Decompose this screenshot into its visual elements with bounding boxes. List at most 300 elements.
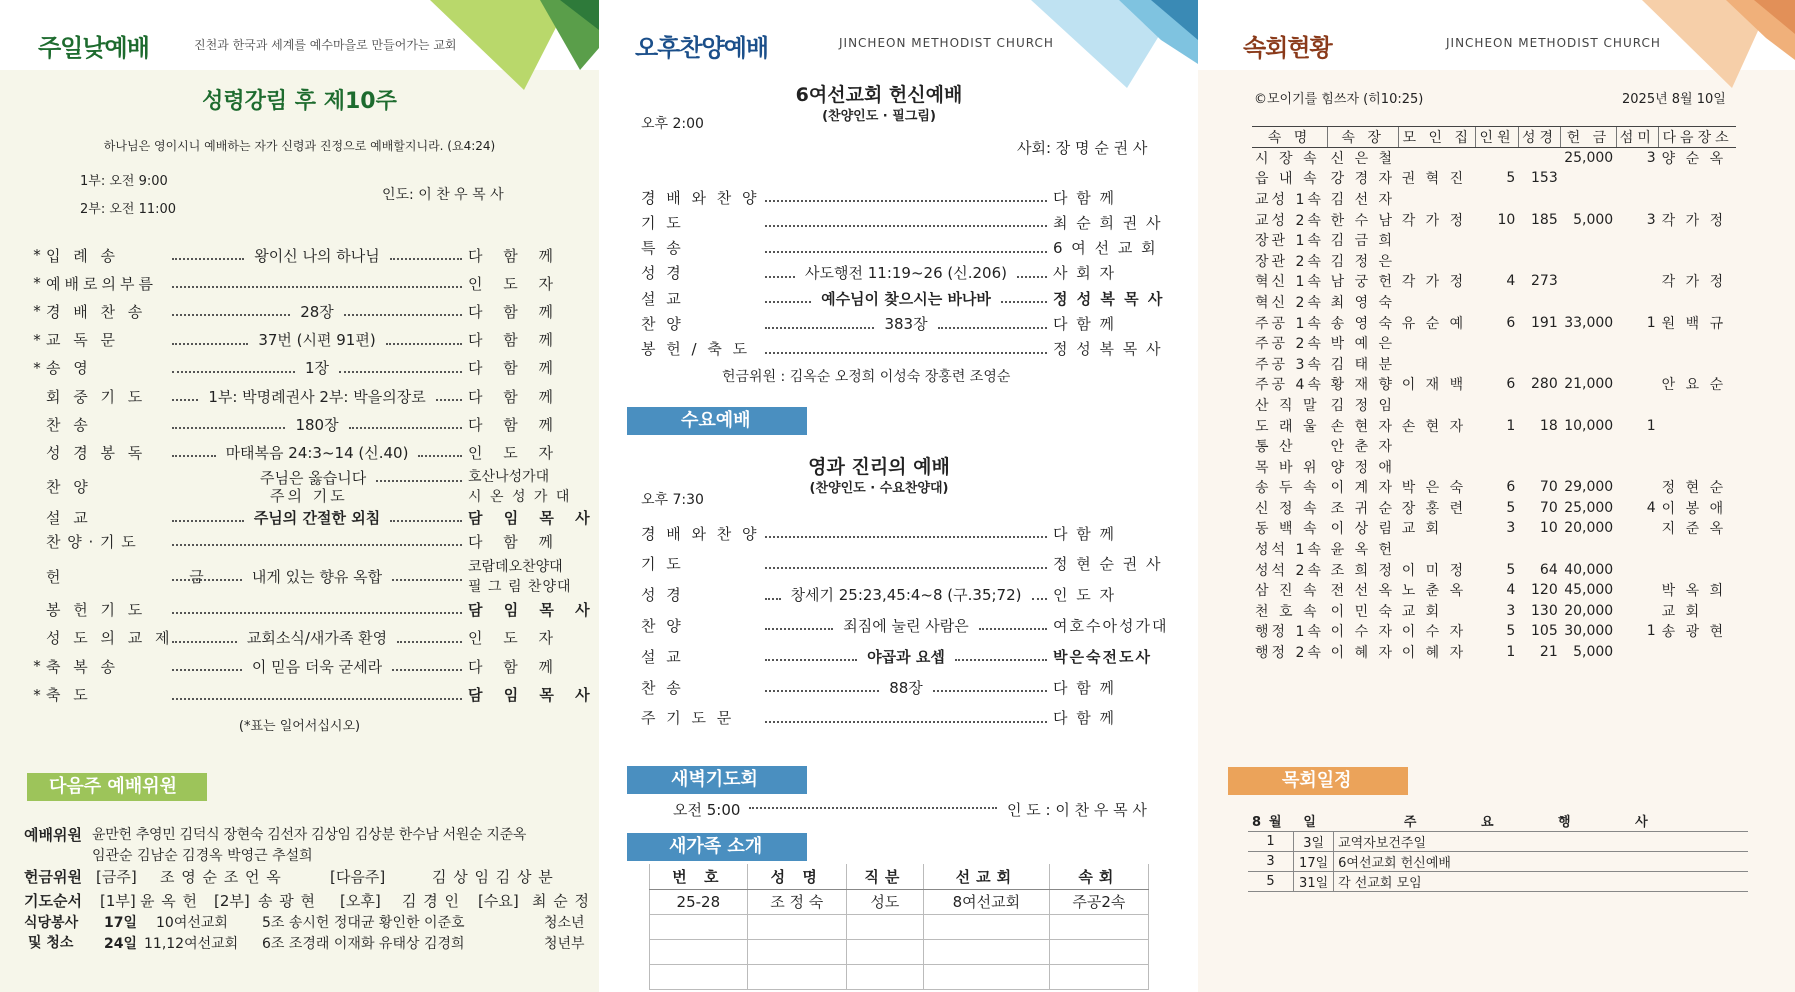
- cell-group-panel: [1198, 0, 1795, 992]
- cell-group-cell: 20,000: [1564, 602, 1614, 619]
- order-leader: 인 도 자: [468, 274, 562, 293]
- cell-group-cell: [1616, 477, 1658, 498]
- cell-group-header: 헌 금: [1561, 127, 1616, 148]
- order-leader: 담 임 목 사: [468, 600, 598, 619]
- schedule-cell: 교역자보건주일: [1334, 831, 1748, 851]
- schedule-cell: 3일: [1294, 831, 1334, 851]
- time-first: 1부: 오전 9:00: [80, 174, 168, 189]
- header-decoration: [430, 0, 599, 92]
- family-header: 직분: [846, 864, 923, 889]
- cell-group-cell: 1: [1646, 417, 1656, 434]
- meal-youth: 청소년: [544, 915, 585, 931]
- order-row: [28, 242, 578, 268]
- cell-group-cell: [1659, 353, 1736, 374]
- cell-group-cell: [1616, 271, 1658, 292]
- order-leader: 다 함 께: [1053, 678, 1117, 697]
- cell-group-cell: 5: [1506, 623, 1516, 640]
- family-cell: [747, 914, 846, 939]
- cell-group-cell: [1659, 436, 1736, 457]
- meal-church: 11,12여선교회: [144, 936, 239, 952]
- header-subtitle: JINCHEON METHODIST CHURCH: [1446, 36, 1661, 50]
- order-content: 180장: [295, 415, 339, 434]
- family-cell: [923, 939, 1049, 964]
- cell-group-cell: 1: [1506, 644, 1516, 661]
- table-row: [650, 939, 1149, 964]
- cell-group-cell: 30,000: [1564, 623, 1614, 640]
- worship-line1: 윤만헌 추영민 김덕식 장현숙 김선자 김상임 김상분 한수남 서원순 지준옥: [92, 827, 527, 843]
- cell-group-cell: 4: [1506, 273, 1516, 290]
- cell-group-cell: [1561, 456, 1616, 477]
- cell-group-cell: 장관 2속: [1255, 253, 1324, 270]
- cell-group-cell: [1476, 189, 1518, 210]
- cell-group-cell: 6: [1506, 479, 1516, 496]
- stand-marker: *: [33, 246, 41, 264]
- schedule-cell: 17일: [1294, 851, 1334, 871]
- order-row: [641, 209, 1171, 235]
- cell-group-cell: [1518, 189, 1560, 210]
- order-row: [641, 184, 1171, 210]
- cell-group-header: 속 장: [1328, 127, 1399, 148]
- order-row: [641, 582, 1171, 608]
- header-decoration: [1642, 0, 1795, 92]
- time-second: 2부: 오전 11:00: [80, 202, 177, 217]
- stand-marker: *: [33, 330, 41, 349]
- order-content: 28장: [300, 302, 334, 321]
- cell-group-cell: 3: [1506, 520, 1516, 537]
- order-row: [28, 439, 578, 465]
- cell-group-cell: [1616, 518, 1658, 539]
- header-title: 속회현황: [1243, 34, 1332, 62]
- cell-group-cell: 시 장 속: [1255, 151, 1320, 168]
- order-row: [28, 327, 578, 353]
- cell-group-cell: 1: [1646, 314, 1656, 331]
- order-row: [28, 270, 578, 296]
- family-cell: [846, 964, 923, 989]
- cell-group-cell: 교성 1속: [1255, 191, 1324, 208]
- cell-group-cell: [1476, 292, 1518, 313]
- cell-group-cell: 10: [1497, 211, 1516, 228]
- order-name: 찬 양: [641, 315, 684, 333]
- cell-group-cell: 김 금 희: [1330, 233, 1396, 250]
- cell-group-cell: [1518, 230, 1560, 251]
- cell-group-cell: 3: [1506, 602, 1516, 619]
- order-row: [641, 612, 1171, 638]
- cell-group-cell: 이 수 자: [1401, 624, 1467, 641]
- table-row: [1248, 831, 1748, 851]
- cell-group-cell: [1659, 539, 1736, 560]
- order-name: 회 중 기 도: [46, 387, 147, 406]
- order-name: 예배로의부름: [46, 274, 157, 293]
- cell-group-cell: 4: [1646, 499, 1656, 516]
- order-row: [641, 311, 1171, 337]
- order-leader: 6 여 선 교 회: [1053, 239, 1158, 258]
- order-leader: 정 성 복 목 사: [1053, 340, 1163, 359]
- cell-group-cell: [1476, 395, 1518, 416]
- prayer-order-item: 윤 옥 헌: [140, 892, 199, 910]
- cell-group-cell: 산 직 말: [1255, 397, 1320, 414]
- order-row: [641, 705, 1171, 731]
- cell-group-cell: 이 민 숙: [1330, 603, 1396, 620]
- table-row: [1252, 209, 1736, 230]
- cell-group-cell: 이 상 림: [1330, 521, 1396, 538]
- stand-note: (*표는 일어서십시오): [238, 719, 361, 734]
- worship-line2: 임관순 김남순 김경옥 박영근 추설희: [92, 848, 313, 864]
- prayer-order-item: [1부]: [100, 892, 136, 910]
- cell-group-cell: 3: [1646, 150, 1656, 167]
- table-row: [1252, 374, 1736, 395]
- prayer-order-item: 김 경 인: [402, 892, 461, 910]
- order-name: 봉 헌 기 도: [46, 600, 147, 619]
- order-name: 봉 헌 / 축 도: [641, 340, 751, 359]
- order-row: [641, 674, 1171, 700]
- cell-group-cell: [1476, 250, 1518, 271]
- order-name: 설 교: [641, 289, 684, 308]
- family-header: 번 호: [650, 864, 748, 889]
- order-leader: 다 함 께: [1053, 524, 1117, 543]
- cell-group-cell: 혁신 1속: [1255, 274, 1324, 291]
- cell-group-cell: [1399, 148, 1476, 169]
- cell-group-cell: [1616, 539, 1658, 560]
- order-leader: 박은숙전도사: [1053, 647, 1152, 666]
- cell-group-cell: 읍 내 속: [1255, 171, 1320, 188]
- order-content: 88장: [889, 678, 923, 697]
- cell-group-cell: 김 선 자: [1330, 191, 1396, 208]
- order-name: 찬 송: [641, 678, 684, 697]
- cell-group-cell: 박 은 숙: [1401, 480, 1467, 497]
- header-subtitle: JINCHEON METHODIST CHURCH: [839, 36, 1054, 50]
- cell-group-cell: 강 경 자: [1330, 171, 1396, 188]
- cell-group-header: 인원: [1476, 127, 1518, 148]
- cell-group-cell: 김 정 은: [1330, 253, 1396, 270]
- order-row: [28, 682, 598, 708]
- order-name: 성 경: [641, 586, 684, 605]
- stand-marker: *: [33, 274, 41, 293]
- order-row: [28, 653, 578, 679]
- cell-group-cell: 장관 1속: [1255, 233, 1324, 250]
- order-leader: 다 함 께: [468, 246, 562, 265]
- table-row: [1252, 436, 1736, 457]
- order-leader: 사 회 자: [1053, 264, 1117, 283]
- order-content: 마태복음 24:3~14 (신.40): [225, 443, 409, 462]
- cell-group-cell: 이 재 백: [1401, 377, 1467, 394]
- order-content: 야곱과 요셉: [867, 647, 945, 666]
- cell-group-cell: 조 희 정: [1330, 562, 1396, 579]
- cell-group-cell: 21,000: [1564, 376, 1614, 393]
- cell-group-cell: 5: [1506, 170, 1516, 187]
- order-leader: 다 함 께: [1053, 188, 1117, 207]
- order-content: 1장: [304, 359, 330, 378]
- schedule-cell: 1: [1248, 831, 1294, 851]
- cell-group-cell: 25,000: [1564, 150, 1614, 167]
- offering-this-week: [금주]: [96, 868, 137, 886]
- cell-group-cell: 273: [1531, 273, 1558, 290]
- cell-group-cell: [1659, 642, 1736, 663]
- cell-group-cell: [1399, 230, 1476, 251]
- cell-group-cell: 황 재 향: [1330, 377, 1396, 394]
- cell-group-cell: 윤 옥 헌: [1330, 542, 1396, 559]
- order-leader: 다 함 께: [468, 415, 562, 434]
- order-content: 죄짐에 눌린 사람은: [843, 616, 969, 635]
- family-cell: [1049, 964, 1148, 989]
- cell-group-cell: 20,000: [1564, 520, 1614, 537]
- cell-group-cell: [1399, 395, 1476, 416]
- header-subtitle: 진천과 한국과 세계를 예수마을로 만들어가는 교회: [194, 38, 457, 52]
- order-content: 사도행전 11:19~26 (신.206): [805, 264, 1007, 283]
- cell-group-cell: 삼 진 속: [1255, 583, 1320, 600]
- motto: ©모이기를 힘쓰자 (히10:25): [1254, 92, 1424, 107]
- cell-group-header: 속 명: [1252, 127, 1328, 148]
- cell-group-cell: 120: [1531, 582, 1558, 599]
- table-row: [1252, 621, 1736, 642]
- dawn-leader: 인 도 : 이 찬 우 목 사: [1007, 801, 1147, 819]
- service-time-2: 오후 7:30: [641, 492, 704, 508]
- cell-group-cell: 주공 2속: [1255, 336, 1324, 353]
- meal-church: 10여선교회: [156, 915, 228, 931]
- table-row: [650, 889, 1149, 914]
- family-cell: 25-28: [650, 889, 748, 914]
- meal-youth: 청년부: [544, 936, 585, 952]
- table-row: [1252, 518, 1736, 539]
- cell-group-cell: [1399, 456, 1476, 477]
- cell-group-cell: [1399, 292, 1476, 313]
- table-row: [1252, 415, 1736, 436]
- table-row: [1252, 312, 1736, 333]
- schedule-table: [1248, 811, 1748, 892]
- cell-group-cell: 6: [1506, 376, 1516, 393]
- cell-group-cell: 5,000: [1573, 644, 1614, 661]
- cell-group-cell: 박 옥 희: [1661, 583, 1727, 600]
- cell-group-cell: 주공 3속: [1255, 356, 1324, 373]
- cell-group-cell: [1518, 148, 1560, 169]
- cell-group-cell: [1399, 539, 1476, 560]
- cell-group-cell: [1659, 292, 1736, 313]
- order-name: 입 례 송: [46, 246, 120, 265]
- family-cell: 주공2속: [1049, 889, 1148, 914]
- cell-group-cell: [1561, 395, 1616, 416]
- table-row: [1252, 168, 1736, 189]
- meal-group: 5조 송시헌 정대균 황인한 이준호: [262, 915, 465, 931]
- table-row: [1252, 539, 1736, 560]
- order-row: [28, 625, 578, 651]
- cell-group-cell: 각 가 정: [1401, 212, 1467, 229]
- meal-date: 17일: [104, 915, 138, 931]
- cell-group-cell: 153: [1531, 170, 1558, 187]
- prayer-order-item: [2부]: [214, 892, 250, 910]
- order-name: 교 독 문: [46, 331, 120, 350]
- table-row: [1252, 148, 1736, 169]
- cell-group-cell: [1616, 292, 1658, 313]
- verse: 하나님은 영이시니 예배하는 자가 신령과 진정으로 예배할지니라. (요4:24): [103, 139, 496, 153]
- table-row: [1252, 395, 1736, 416]
- order-leader: 담 임 목 사: [468, 686, 598, 704]
- cell-group-cell: [1616, 436, 1658, 457]
- cell-group-cell: [1399, 189, 1476, 210]
- cell-group-cell: [1561, 292, 1616, 313]
- order-leader: 다 함 께: [468, 302, 562, 321]
- cell-group-cell: 통 산: [1255, 439, 1296, 456]
- cell-group-cell: [1659, 189, 1736, 210]
- schedule-cell: 5: [1248, 871, 1294, 891]
- cell-group-cell: [1561, 333, 1616, 354]
- service-subtitle-1: (찬양인도 · 필그림): [822, 109, 936, 124]
- family-cell: [747, 964, 846, 989]
- cell-group-cell: 송 영 숙: [1330, 315, 1396, 332]
- family-cell: [923, 964, 1049, 989]
- cell-group-cell: 안 요 순: [1661, 377, 1727, 394]
- cell-group-cell: [1659, 456, 1736, 477]
- cell-group-cell: [1616, 374, 1658, 395]
- cell-group-cell: [1518, 436, 1560, 457]
- cell-group-cell: 유 순 예: [1401, 315, 1467, 332]
- order-leader: 다 함 께: [1053, 709, 1117, 728]
- order-row: [641, 285, 1171, 311]
- schedule-cell: 각 선교회 모임: [1334, 871, 1748, 891]
- cell-group-cell: 안 춘 자: [1330, 439, 1396, 456]
- cell-group-header: 섬미: [1616, 127, 1658, 148]
- order-leader: 인 도 자: [468, 629, 562, 647]
- schedule-cell: 3: [1248, 851, 1294, 871]
- stand-marker: *: [33, 302, 41, 321]
- cell-group-cell: 전 선 옥: [1330, 583, 1396, 600]
- cell-group-cell: [1561, 230, 1616, 251]
- table-row: [1252, 456, 1736, 477]
- cell-group-cell: [1518, 292, 1560, 313]
- cell-group-cell: [1561, 250, 1616, 271]
- cell-group-cell: [1518, 456, 1560, 477]
- order-leader: 여호수아성가대: [1053, 616, 1169, 635]
- header-decoration: [1031, 0, 1198, 92]
- family-header: 속회: [1049, 864, 1148, 889]
- cell-group-cell: 29,000: [1564, 479, 1614, 496]
- cell-group-cell: [1399, 353, 1476, 374]
- cell-group-cell: 노 춘 옥: [1401, 583, 1467, 600]
- cell-group-cell: 이 계 자: [1330, 480, 1396, 497]
- cell-group-cell: 21: [1539, 644, 1558, 661]
- prayer-order-item: [오후]: [340, 892, 381, 910]
- cell-group-cell: [1659, 168, 1736, 189]
- cell-group-cell: 신 은 철: [1330, 151, 1396, 168]
- cell-group-cell: 도 래 울: [1255, 418, 1320, 435]
- dawn-time: 오전 5:00: [673, 801, 741, 819]
- prayer-order-item: 최 순 정: [532, 892, 591, 910]
- table-row: [1252, 271, 1736, 292]
- order-content: 교회소식/새가족 환영: [246, 629, 388, 647]
- cell-group-cell: 신 정 속: [1255, 500, 1320, 517]
- cell-group-cell: 이 수 자: [1330, 624, 1396, 641]
- cell-group-header: 모 인 집: [1399, 127, 1476, 148]
- cell-group-cell: 한 수 남: [1330, 212, 1396, 229]
- meal-group: 6조 조경래 이재화 유태상 김경희: [262, 936, 465, 952]
- family-cell: [650, 914, 748, 939]
- cell-group-cell: [1561, 168, 1616, 189]
- cell-group-cell: 김 정 임: [1330, 397, 1396, 414]
- cell-group-cell: 주공 1속: [1255, 315, 1324, 332]
- cell-group-cell: [1476, 230, 1518, 251]
- cell-group-cell: [1518, 333, 1560, 354]
- table-row: [1248, 851, 1748, 871]
- order-leader: 정 성 복 목 사: [1053, 289, 1165, 308]
- cell-group-cell: 손 현 자: [1330, 418, 1396, 435]
- table-row: [1252, 189, 1736, 210]
- cell-group-cell: 6: [1506, 314, 1516, 331]
- schedule-cell: 31일: [1294, 871, 1334, 891]
- cell-group-cell: 185: [1531, 211, 1558, 228]
- order-row-prayer: 찬 양 · 기 도 다 함 께: [46, 532, 562, 551]
- cell-group-cell: [1561, 189, 1616, 210]
- order-leader: 다 함 께: [1053, 315, 1117, 333]
- cell-group-cell: 5,000: [1573, 211, 1614, 228]
- cell-group-cell: 원 백 규: [1661, 315, 1727, 332]
- cell-group-cell: [1659, 559, 1736, 580]
- cell-group-cell: 지 준 옥: [1661, 521, 1727, 538]
- offering-committee-label: 헌금위원: [24, 868, 82, 886]
- service-title-2: 영과 진리의 예배: [808, 456, 950, 478]
- cell-group-cell: [1616, 456, 1658, 477]
- family-header: 선교회: [923, 864, 1049, 889]
- order-name: 경 배 와 찬 양: [641, 188, 760, 207]
- afternoon-worship-panel: [599, 0, 1198, 992]
- cell-group-cell: 105: [1531, 623, 1558, 640]
- dawn-leader-line: [749, 807, 997, 809]
- host: 사회: 장 명 순 권 사: [1017, 139, 1148, 157]
- service-subtitle-2: (찬양인도 · 수요찬양대): [809, 481, 949, 496]
- cell-group-cell: 성석 2속: [1255, 562, 1324, 579]
- cell-group-cell: 4: [1506, 582, 1516, 599]
- cell-group-cell: 양 정 애: [1330, 459, 1396, 476]
- family-cell: [1049, 939, 1148, 964]
- order-name: 성 도 의 교 제: [46, 629, 174, 647]
- cell-group-cell: [1476, 436, 1518, 457]
- cell-group-cell: 5: [1506, 499, 1516, 516]
- cell-group-cell: 이 봉 애: [1661, 500, 1727, 517]
- cell-group-cell: 5: [1506, 561, 1516, 578]
- cell-group-cell: 김 태 분: [1330, 356, 1396, 373]
- cell-group-cell: 교 회: [1401, 603, 1443, 620]
- offering-next-week: [다음주]: [330, 868, 386, 886]
- family-cell: [650, 964, 748, 989]
- order-row: [28, 298, 578, 324]
- family-cell: [846, 939, 923, 964]
- order-row: [28, 596, 598, 622]
- cell-group-cell: 송 광 현: [1661, 624, 1727, 641]
- table-row: [1252, 498, 1736, 519]
- order-name: 찬 송: [46, 415, 92, 434]
- officiant: 인도: 이 찬 우 목 사: [382, 187, 504, 203]
- order-row-offering: 헌 금 내게 있는 향유 옥합 코람데오찬양대 필 그 림 찬양대: [46, 559, 572, 595]
- table-row: [1252, 642, 1736, 663]
- family-cell: [923, 914, 1049, 939]
- schedule-cell: 6여선교회 헌신예배: [1334, 851, 1748, 871]
- table-row: [1252, 601, 1736, 622]
- cell-group-cell: 정 현 순: [1661, 480, 1727, 497]
- cell-group-cell: [1616, 250, 1658, 271]
- cell-group-cell: [1616, 580, 1658, 601]
- cell-group-cell: 교성 2속: [1255, 212, 1324, 229]
- order-row-praise: 찬 양 주님은 옳습니다 주의 기도 호산나성가대 시 온 성 가 대: [46, 468, 572, 505]
- offering-next-names: 김 상 임 김 상 분: [432, 868, 554, 886]
- order-content: 이 믿음 더욱 굳세라: [251, 657, 383, 676]
- table-row: [1252, 353, 1736, 374]
- main-title: 성령강림 후 제10주: [202, 89, 397, 114]
- order-leader: 인 도 자: [1053, 586, 1117, 605]
- order-name: 성 경: [641, 264, 684, 283]
- cell-group-cell: [1659, 250, 1736, 271]
- family-header: 성 명: [747, 864, 846, 889]
- order-name: 송 영: [46, 359, 92, 378]
- next-week-tag: 다음주 예배위원: [27, 773, 207, 801]
- order-content: 예수님이 찾으시는 바나바: [821, 289, 991, 308]
- table-row: [1252, 250, 1736, 271]
